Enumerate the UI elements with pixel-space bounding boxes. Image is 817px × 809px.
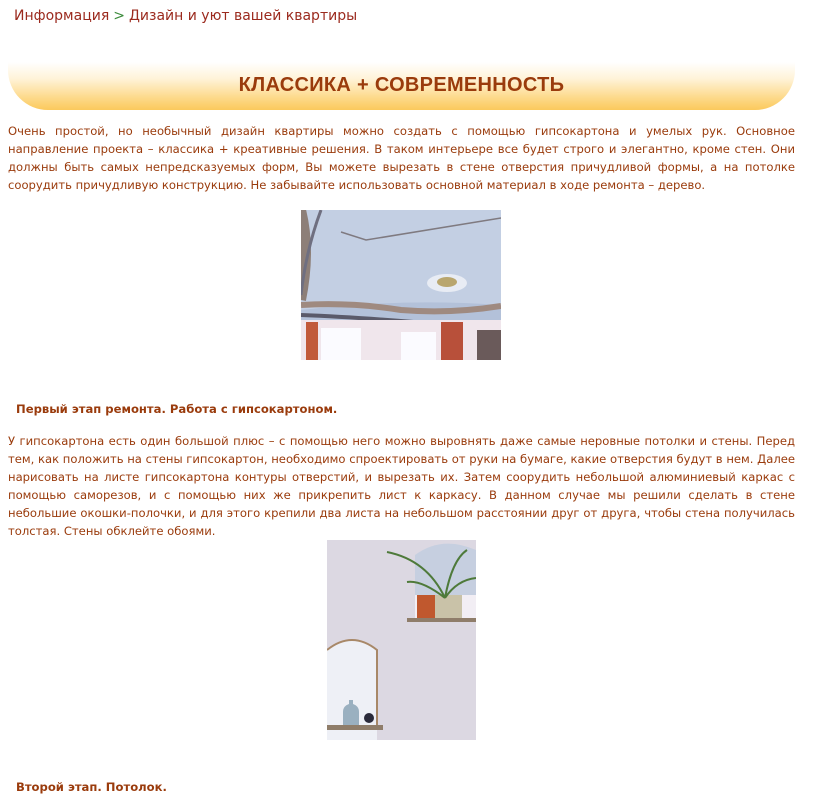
intro-paragraph: Очень простой, но необычный дизайн квартиры можно создать с помощью гипсокартона и умелых рук. Основное направление проекта – классика + креативные решения. В таком интерьере все будет строго и элегантно, кроме стен. Они должны быть самых непредсказуемых форм, Вы можете вырезать в стене отверстия причудливой формы, а на потолке соорудить причудливую конструкцию. Не забывайте использовать основной материал в ходе ремонта – дерево. — [8, 124, 795, 192]
wall-niches-photo-image — [327, 540, 476, 740]
ceiling-photo — [301, 210, 501, 360]
breadcrumb-link-design[interactable]: Дизайн и уют вашей квартиры — [128, 8, 358, 24]
page-title: КЛАССИКА + СОВРЕМЕННОСТЬ — [238, 74, 565, 96]
wall-niches-photo — [327, 540, 476, 740]
ceiling-photo-image — [301, 210, 501, 360]
section-heading-second-stage: Второй этап. Потолок. — [16, 780, 167, 794]
article-content — [8, 122, 795, 794]
section1-paragraph: У гипсокартона есть один большой плюс – с помощью него можно выровнять даже самые неровные потолки и стены. Перед тем, как положить на стены гипсокартон, необходимо спроектировать от руки на бумаге, какие отверстия будут в нем. Далее нарисовать на листе гипсокартона контуры отверстий, и вырезать их. Затем соорудить небольшой алюминиевый каркас с помощью саморезов, и с помощью них же прикрепить лист к каркасу. В данном случае мы решили сделать в стене небольшие окошки-полочки, и для этого крепили два листа на небольшом расстоянии друг от друга, чтобы стена получилась толстая. Стены обклейте обоями. — [8, 434, 795, 538]
breadcrumb-link-info[interactable]: Информация — [14, 8, 110, 24]
section-heading-first-stage: Первый этап ремонта. Работа с гипсокартоном. — [16, 402, 338, 416]
title-banner — [8, 62, 795, 110]
breadcrumb-separator: > — [113, 8, 125, 24]
breadcrumb — [14, 8, 357, 24]
